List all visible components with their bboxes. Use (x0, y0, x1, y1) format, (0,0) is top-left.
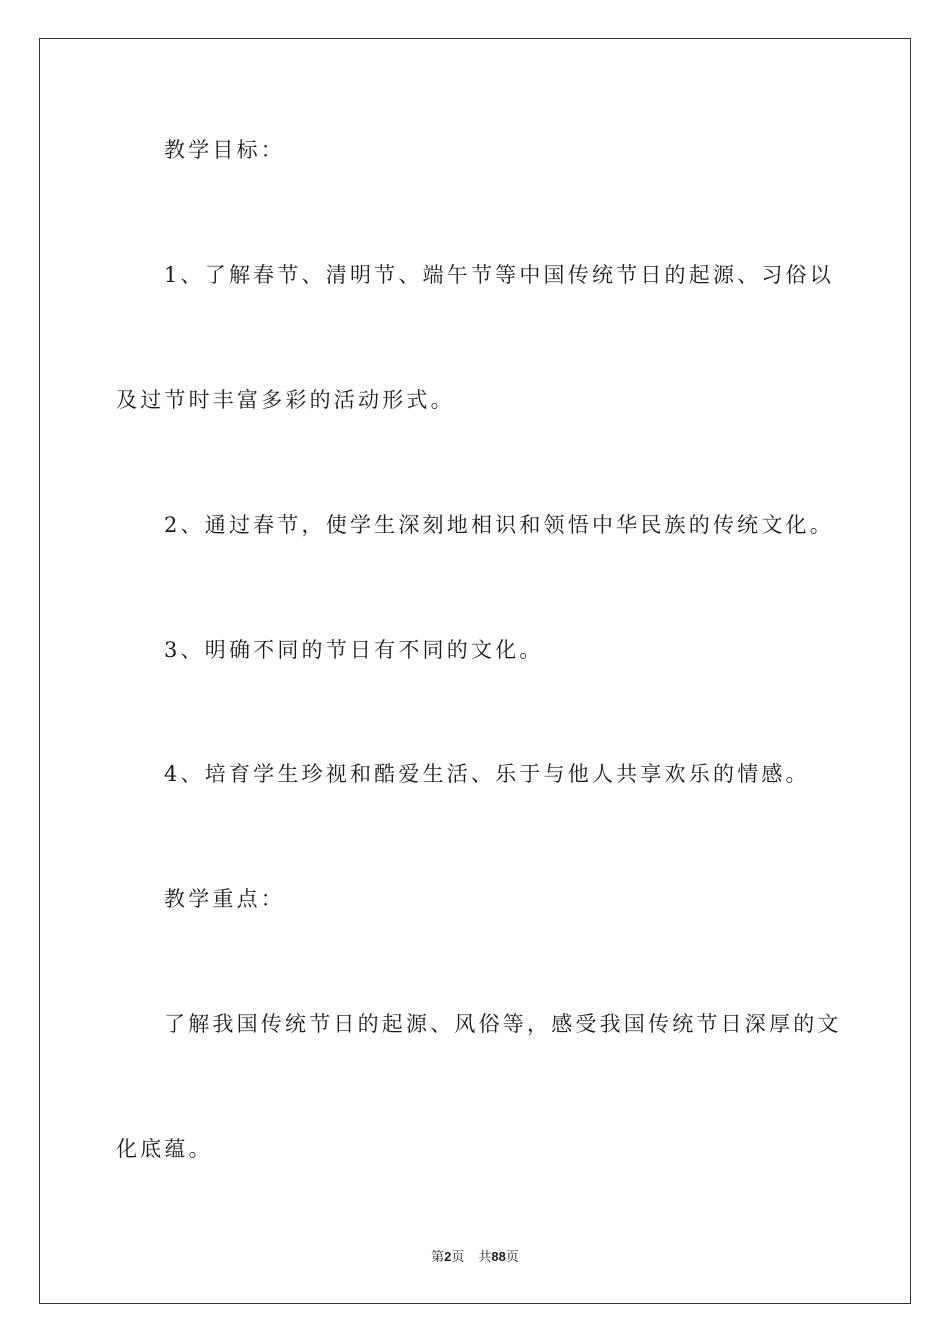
goal-1-line-1: 1、了解春节、清明节、端午节等中国传统节日的起源、习俗以 (164, 263, 834, 287)
focus-line-1: 了解我国传统节日的起源、风俗等，感受我国传统节日深厚的文 (164, 1012, 842, 1036)
total-pages: 88 (491, 1249, 506, 1264)
heading-teaching-goals: 教学目标： (164, 138, 285, 162)
focus-line-2: 化底蕴。 (116, 1137, 213, 1161)
heading-teaching-focus: 教学重点： (164, 887, 285, 911)
page-number: 2 (444, 1249, 452, 1264)
page-frame (39, 38, 911, 1304)
total-prefix: 共 (478, 1250, 492, 1265)
goal-3: 3、明确不同的节日有不同的文化。 (164, 638, 544, 662)
page-suffix: 页 (451, 1250, 465, 1265)
goal-2: 2、通过春节，使学生深刻地相识和领悟中华民族的传统文化。 (164, 513, 834, 537)
total-suffix: 页 (505, 1250, 519, 1265)
goal-4: 4、培育学生珍视和酷爱生活、乐于与他人共享欢乐的情感。 (164, 762, 810, 786)
goal-1-line-2: 及过节时丰富多彩的活动形式。 (116, 388, 455, 412)
page-footer (0, 1248, 950, 1267)
page-prefix: 第 (431, 1250, 445, 1265)
